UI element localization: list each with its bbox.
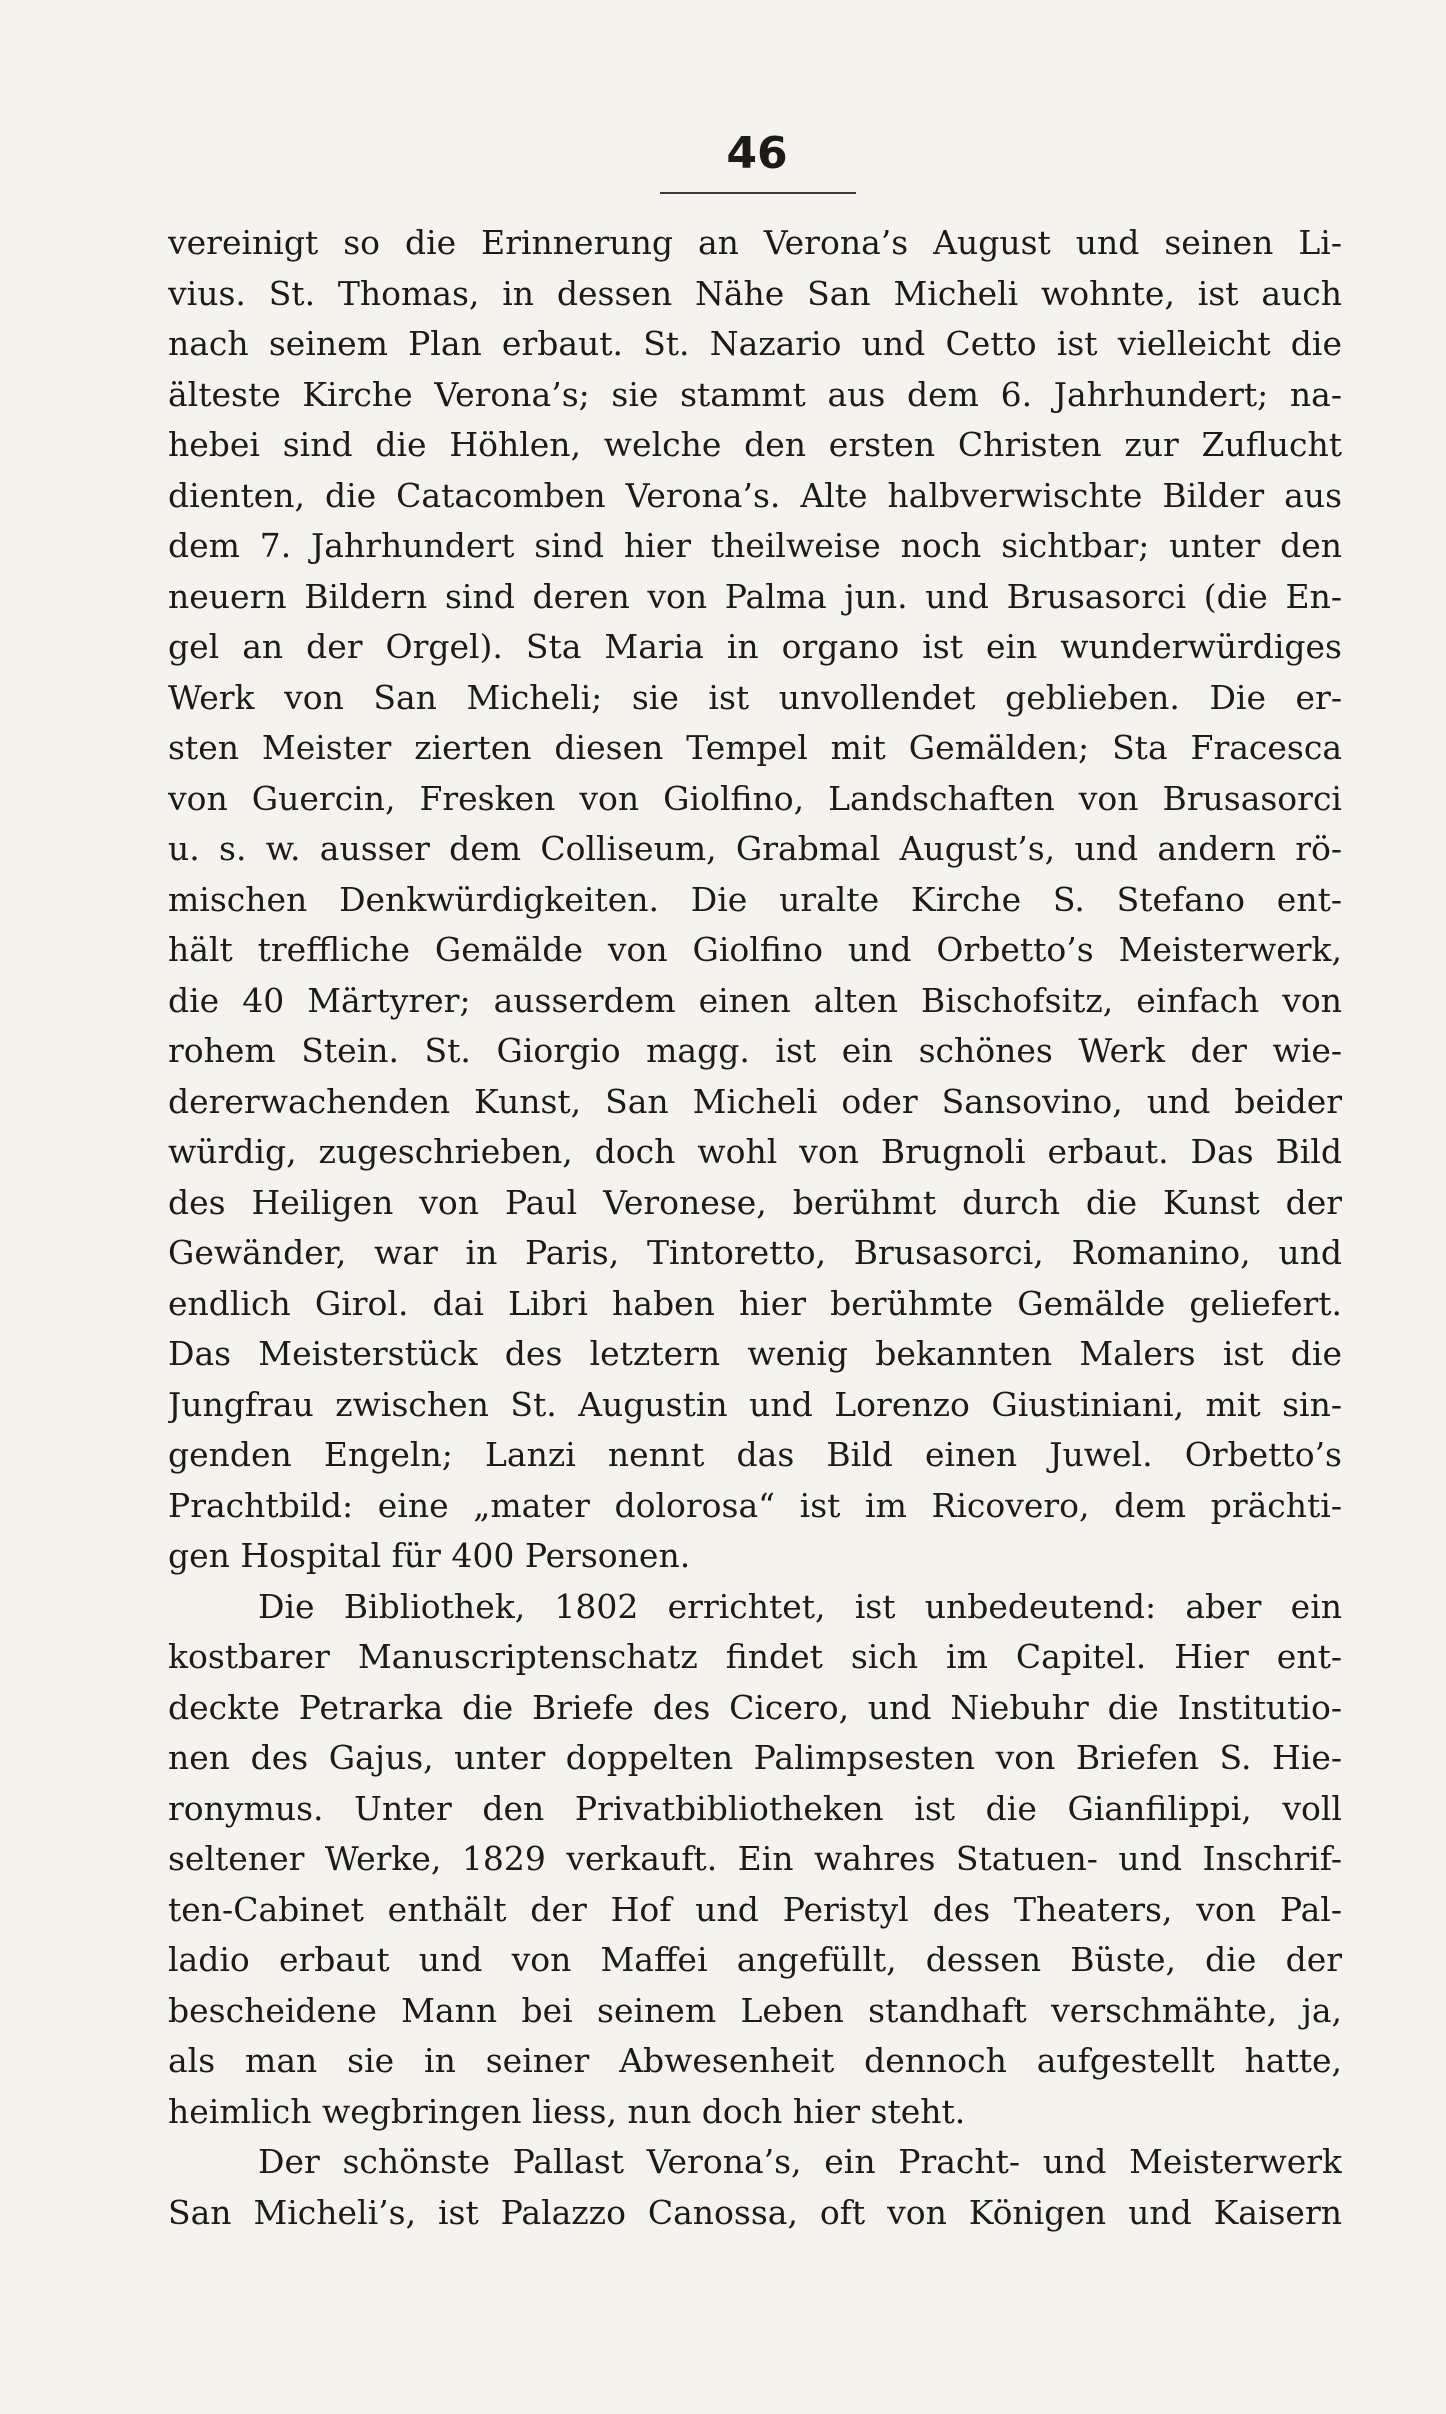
text-line: sten Meister zierten diesen Tempel mit Gemälden; Sta Fracesca bbox=[168, 728, 1342, 767]
text-line: genden Engeln; Lanzi nennt das Bild einen Juwel. Orbetto’s bbox=[168, 1435, 1342, 1474]
text-line: gen Hospital für 400 Personen. bbox=[168, 1536, 691, 1575]
body-text bbox=[168, 218, 1342, 2238]
page-number: 46 bbox=[726, 128, 788, 179]
text-line: Der schönste Pallast Verona’s, ein Pracht- und Meisterwerk bbox=[258, 2142, 1342, 2181]
text-line: würdig, zugeschrieben, doch wohl von Brugnoli erbaut. Das Bild bbox=[168, 1132, 1342, 1171]
text-line: als man sie in seiner Abwesenheit dennoch aufgestellt hatte, bbox=[168, 2041, 1342, 2080]
text-line: ronymus. Unter den Privatbibliotheken ist die Gianfilippi, voll bbox=[168, 1788, 1342, 1828]
text-line: die 40 Märtyrer; ausserdem einen alten Bischofsitz, einfach von bbox=[168, 980, 1342, 1020]
text-line: mischen Denkwürdigkeiten. Die uralte Kirche S. Stefano ent- bbox=[168, 879, 1342, 919]
text-line: Jungfrau zwischen St. Augustin und Lorenzo Giustiniani, mit sin- bbox=[168, 1384, 1342, 1424]
paragraph-2 bbox=[168, 1582, 1342, 2138]
text-line: ten-Cabinet enthält der Hof und Peristyl des Theaters, von Pal- bbox=[168, 1889, 1342, 1929]
text-line: Werk von San Micheli; sie ist unvollendet geblieben. Die er- bbox=[168, 677, 1342, 717]
text-line: nen des Gajus, unter doppelten Palimpsesten von Briefen S. Hie- bbox=[168, 1738, 1342, 1777]
text-line: San Micheli’s, ist Palazzo Canossa, oft von Königen und Kaisern bbox=[168, 2192, 1342, 2232]
text-line: u. s. w. ausser dem Colliseum, Grabmal August’s, und andern rö- bbox=[168, 829, 1342, 868]
text-line: von Guercin, Fresken von Giolfino, Landschaften von Brusasorci bbox=[168, 778, 1342, 818]
paragraph-1 bbox=[168, 218, 1342, 1582]
text-line: seltener Werke, 1829 verkauft. Ein wahres Statuen- und Inschrif- bbox=[168, 1839, 1342, 1878]
text-line: bescheidene Mann bei seinem Leben standhaft verschmähte, ja, bbox=[168, 1990, 1342, 2030]
text-line: Gewänder, war in Paris, Tintoretto, Brusasorci, Romanino, und bbox=[168, 1233, 1342, 1272]
text-line: deckte Petrarka die Briefe des Cicero, und Niebuhr die Institutio- bbox=[168, 1687, 1342, 1727]
text-line: älteste Kirche Verona’s; sie stammt aus dem 6. Jahrhundert; na- bbox=[168, 374, 1342, 414]
text-line: heimlich wegbringen liess, nun doch hier steht. bbox=[168, 2091, 966, 2131]
text-line: ladio erbaut und von Maffei angefüllt, dessen Büste, die der bbox=[168, 1940, 1342, 1979]
text-line: endlich Girol. dai Libri haben hier berühmte Gemälde geliefert. bbox=[168, 1283, 1342, 1323]
text-line: gel an der Orgel). Sta Maria in organo ist ein wunderwürdiges bbox=[168, 627, 1342, 666]
text-line: vereinigt so die Erinnerung an Verona’s August und seinen Li- bbox=[168, 223, 1342, 262]
text-line: dienten, die Catacomben Verona’s. Alte halbverwischte Bilder aus bbox=[168, 475, 1342, 515]
text-line: hebei sind die Höhlen, welche den ersten Christen zur Zuflucht bbox=[168, 425, 1342, 464]
text-line: Die Bibliothek, 1802 errichtet, ist unbedeutend: aber ein bbox=[258, 1586, 1342, 1626]
text-line: Prachtbild: eine „mater dolorosa“ ist im Ricovero, dem prächti- bbox=[168, 1485, 1342, 1525]
page-number-rule bbox=[660, 192, 856, 194]
text-line: nach seinem Plan erbaut. St. Nazario und Cetto ist vielleicht die bbox=[168, 324, 1342, 363]
text-line: des Heiligen von Paul Veronese, berühmt durch die Kunst der bbox=[168, 1182, 1342, 1222]
text-line: vius. St. Thomas, in dessen Nähe San Micheli wohnte, ist auch bbox=[168, 273, 1342, 313]
text-line: dererwachenden Kunst, San Micheli oder Sansovino, und beider bbox=[168, 1081, 1342, 1121]
text-line: rohem Stein. St. Giorgio magg. ist ein schönes Werk der wie- bbox=[168, 1031, 1342, 1070]
text-line: dem 7. Jahrhundert sind hier theilweise noch sichtbar; unter den bbox=[168, 526, 1342, 565]
text-line: Das Meisterstück des letztern wenig bekannten Malers ist die bbox=[168, 1334, 1342, 1373]
paragraph-3 bbox=[168, 2137, 1342, 2238]
text-line: neuern Bildern sind deren von Palma jun. und Brusasorci (die En- bbox=[168, 576, 1342, 616]
text-line: hält treffliche Gemälde von Giolfino und Orbetto’s Meisterwerk, bbox=[168, 930, 1342, 969]
text-line: kostbarer Manuscriptenschatz findet sich im Capitel. Hier ent- bbox=[168, 1637, 1342, 1676]
